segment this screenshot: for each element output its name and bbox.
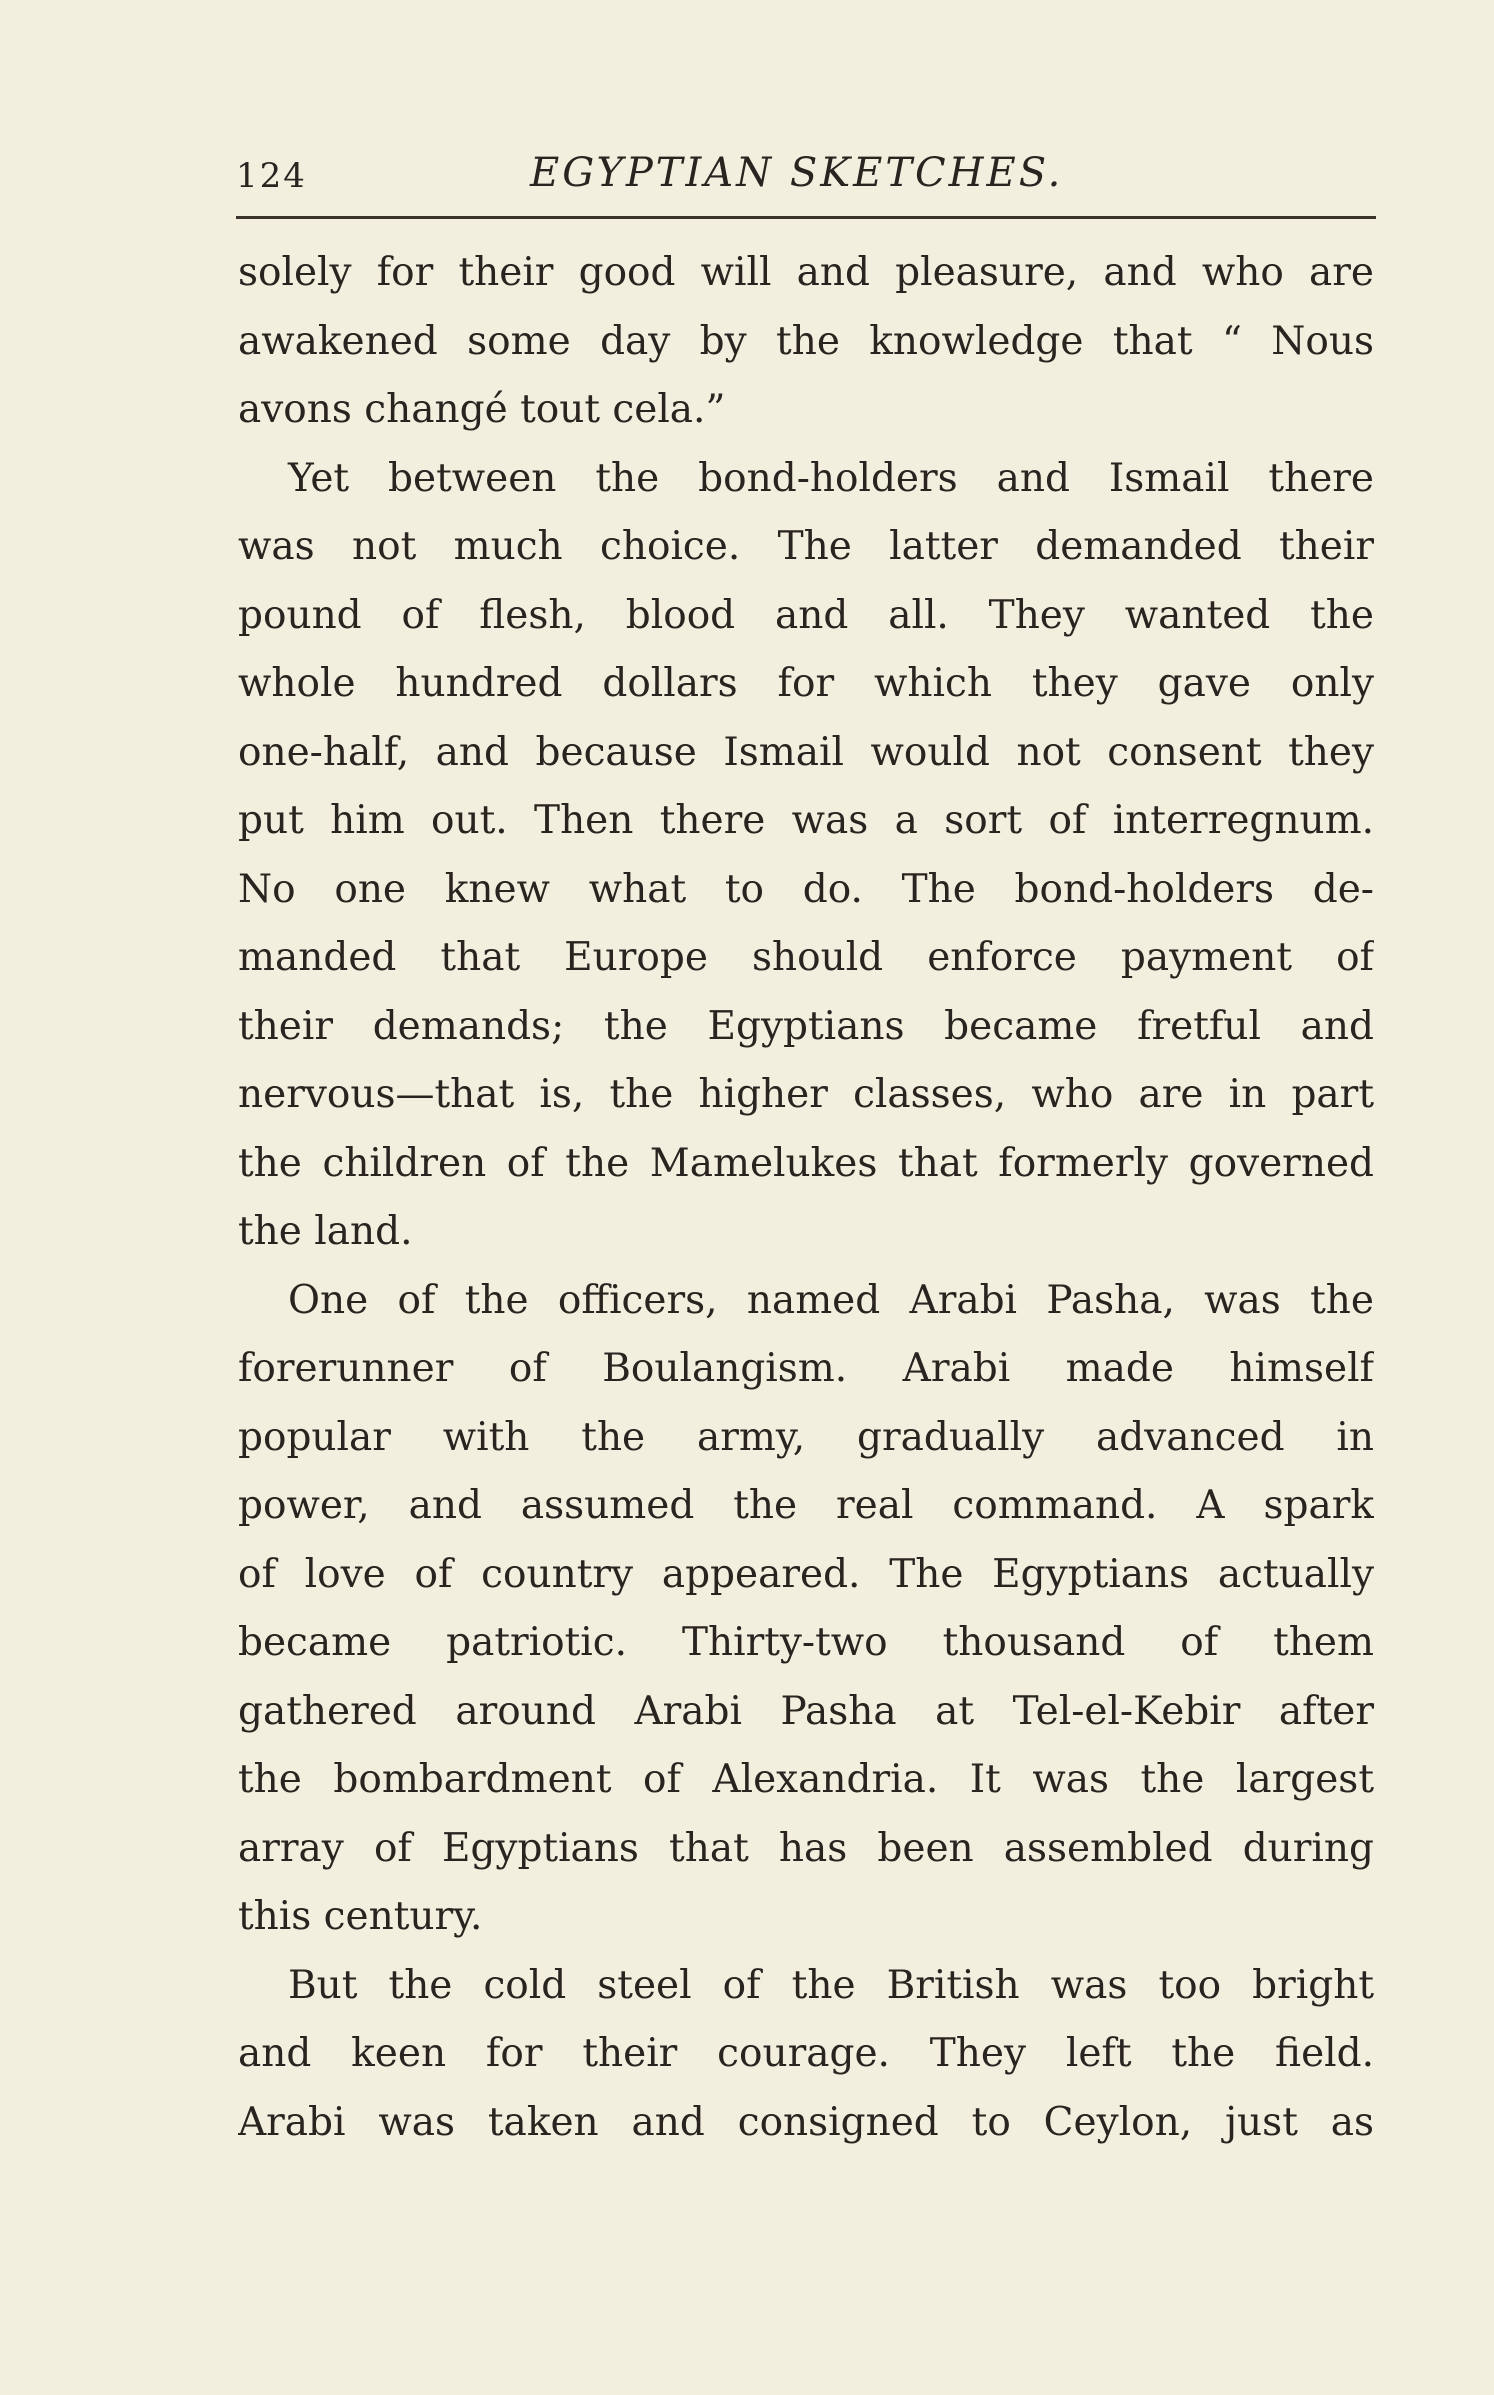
text-line: awakened some day by the knowledge that “ Nous	[238, 318, 1374, 364]
text-line: the children of the Mamelukes that formerly governed	[238, 1140, 1374, 1186]
text-line: of love of country appeared. The Egyptians actually	[238, 1551, 1374, 1597]
text-line: power, and assumed the real command. A spark	[238, 1483, 1374, 1528]
header-rule	[236, 216, 1376, 219]
text-line: the bombardment of Alexandria. It was the largest	[238, 1757, 1374, 1802]
text-line: One of the officers, named Arabi Pasha, was the	[288, 1277, 1374, 1323]
page-number: 124	[236, 156, 307, 196]
text-line: their demands; the Egyptians became fretful and	[238, 1003, 1374, 1049]
text-line: this century.	[238, 1894, 483, 1939]
text-line: pound of flesh, blood and all. They wanted the	[238, 592, 1374, 638]
text-line: was not much choice. The latter demanded their	[238, 524, 1374, 569]
text-line: forerunner of Boulangism. Arabi made himself	[238, 1346, 1374, 1391]
text-line: Arabi was taken and consigned to Ceylon, just as	[238, 2099, 1374, 2145]
text-line: and keen for their courage. They left the field.	[238, 2031, 1374, 2076]
running-title: EGYPTIAN SKETCHES.	[530, 150, 1064, 196]
text-line: Yet between the bond-holders and Ismail there	[288, 455, 1374, 501]
text-line: solely for their good will and pleasure, and who are	[238, 250, 1374, 295]
text-line: avons changé tout cela.”	[238, 387, 726, 432]
text-line: No one knew what to do. The bond-holders de-	[238, 866, 1374, 912]
text-line: popular with the army, gradually advanced in	[238, 1414, 1374, 1460]
text-line: the land.	[238, 1209, 413, 1254]
text-line: one-half, and because Ismail would not consent they	[238, 729, 1374, 775]
text-line: put him out. Then there was a sort of interregnum.	[238, 798, 1374, 843]
text-line: gathered around Arabi Pasha at Tel-el-Kebir after	[238, 1688, 1374, 1734]
running-head	[236, 150, 1376, 210]
text-line: whole hundred dollars for which they gave only	[238, 661, 1374, 706]
text-line: became patriotic. Thirty-two thousand of them	[238, 1620, 1374, 1665]
text-line: nervous—that is, the higher classes, who are in part	[238, 1072, 1374, 1117]
body-text	[238, 239, 1374, 2157]
text-line: array of Egyptians that has been assembled during	[238, 1825, 1374, 1871]
text-line: But the cold steel of the British was too bright	[288, 1962, 1374, 2008]
text-line: manded that Europe should enforce payment of	[238, 935, 1374, 980]
